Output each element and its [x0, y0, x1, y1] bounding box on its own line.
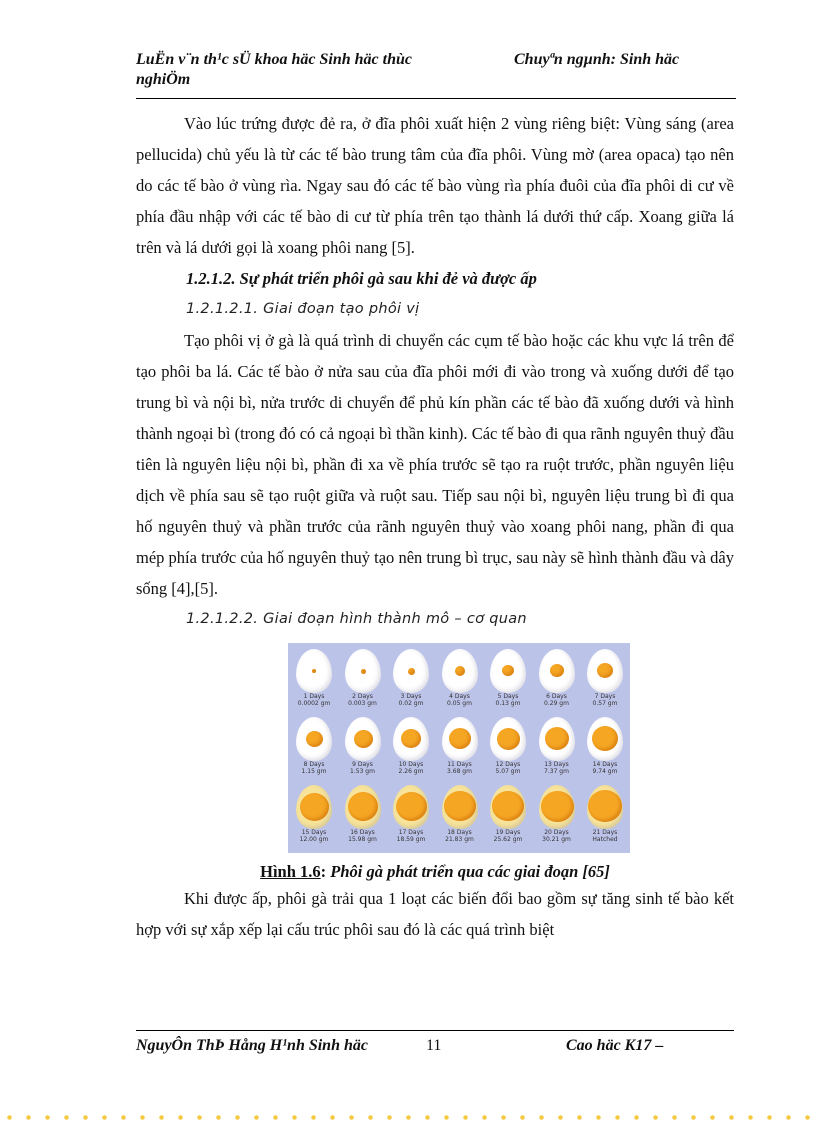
- embryo-weight: 2.26 gm: [398, 768, 424, 775]
- embryo-weight: 0.0002 gm: [297, 700, 331, 707]
- embryo-day-label: [533, 829, 581, 843]
- embryo-weight: 0.02 gm: [398, 700, 424, 707]
- embryo-shape: [312, 669, 316, 673]
- paragraph-incubation: Khi được ấp, phôi gà trải qua 1 loạt các biến đổi bao gồm sự tăng sinh tế bào kết hợp với sự xắp xếp lại cấu trúc phôi sau đó là các quá trình biệt: [136, 889, 734, 939]
- embryo-shape: [545, 727, 569, 750]
- embryo-weight: 0.13 gm: [495, 700, 521, 707]
- embryo-shape: [408, 668, 415, 675]
- embryo-weight: Hatched: [592, 836, 618, 843]
- embryo-day: 13 Days: [544, 761, 569, 768]
- embryo-day-label: [484, 829, 532, 843]
- embryo-day-label: [533, 693, 581, 707]
- embryo-day-cell: [387, 783, 435, 851]
- embryo-day: 2 Days: [352, 693, 373, 700]
- decorative-dot-border: [0, 1112, 816, 1123]
- embryo-weight: 25.62 gm: [493, 836, 523, 843]
- embryo-shape: [396, 792, 427, 821]
- embryo-day-cell: [533, 715, 581, 783]
- embryo-day: 14 Days: [592, 761, 618, 768]
- embryo-day: 5 Days: [497, 693, 519, 700]
- embryo-day-cell: [436, 715, 484, 783]
- figure-label: Hình 1.6: [260, 862, 321, 881]
- embryo-day-cell: [533, 783, 581, 851]
- embryo-day: 17 Days: [398, 829, 424, 836]
- embryo-day-label: [290, 761, 338, 775]
- embryo-day-cell: [290, 783, 338, 851]
- embryo-day-cell: [436, 647, 484, 715]
- embryo-day-label: [581, 761, 629, 775]
- embryo-day-cell: [387, 647, 435, 715]
- embryo-day: 18 Days: [447, 829, 472, 836]
- embryo-day: 9 Days: [352, 761, 373, 768]
- embryo-day: 4 Days: [449, 693, 470, 700]
- embryo-day: 7 Days: [594, 693, 616, 700]
- embryo-day-label: [387, 761, 435, 775]
- page-footer: [136, 1030, 734, 1054]
- embryo-day-label: [484, 761, 532, 775]
- embryo-shape: [541, 791, 574, 822]
- embryo-weight: 12.00 gm: [299, 836, 329, 843]
- footer-course: Cao häc K17 –: [566, 1037, 664, 1054]
- embryo-day: 6 Days: [546, 693, 567, 700]
- embryo-day-cell: [484, 647, 532, 715]
- embryo-development-figure: [288, 643, 630, 853]
- embryo-shape: [300, 793, 329, 821]
- embryo-shape: [588, 790, 622, 822]
- embryo-weight: 18.59 gm: [396, 836, 426, 843]
- embryo-shape: [550, 664, 564, 677]
- embryo-shape: [592, 726, 618, 751]
- embryo-day-label: [387, 829, 435, 843]
- footer-author: NguyÔn ThÞ Hång H¹nh Sinh häc: [136, 1037, 368, 1054]
- embryo-day-cell: [387, 715, 435, 783]
- embryo-day: 11 Days: [447, 761, 472, 768]
- embryo-day-cell: [581, 647, 629, 715]
- embryo-weight: 9.74 gm: [592, 768, 618, 775]
- embryo-weight: 0.003 gm: [348, 700, 377, 707]
- paragraph-area-pellucida: Vào lúc trứng được đẻ ra, ở đĩa phôi xuất hiện 2 vùng riêng biệt: Vùng sáng (area pellucida) chủ yếu là từ các tế bào trung tâm của đĩa phôi. Vùng mờ (area opaca) tạo nên do các tế bào ở vùng rìa. Ngay sau đó các tế bào vùng rìa phía đuôi của đĩa phôi di cư về phía đầu nhập với các tế bào di cư từ phía trên tạo thành lá dưới thứ cấp. Xoang giữa lá trên và lá dưới gọi là xoang phôi nang [5].: [136, 114, 734, 257]
- embryo-weight: 1.53 gm: [350, 768, 375, 775]
- embryo-shape: [306, 731, 323, 747]
- embryo-weight: 21.83 gm: [445, 836, 474, 843]
- embryo-day: 21 Days: [592, 829, 618, 836]
- embryo-day-cell: [339, 715, 387, 783]
- embryo-weight: 3.68 gm: [447, 768, 472, 775]
- embryo-day: 15 Days: [301, 829, 327, 836]
- embryo-weight: 0.57 gm: [592, 700, 618, 707]
- embryo-day-cell: [290, 647, 338, 715]
- embryo-day-label: [436, 829, 484, 843]
- subsection-heading-gastrulation: 1.2.1.2.1. Giai đoạn tạo phôi vị: [186, 301, 420, 317]
- page-content: [136, 108, 734, 945]
- section-heading: 1.2.1.2. Sự phát triển phôi gà sau khi đẻ và được ấp: [186, 269, 537, 288]
- embryo-day-label: [339, 693, 387, 707]
- embryo-day-cell: [436, 783, 484, 851]
- header-thesis-title: LuËn v¨n th¹c sÜ khoa häc Sinh häc thùc nghiÖm: [136, 51, 412, 88]
- caption-text: Phôi gà phát triển qua các giai đoạn [65]: [326, 862, 610, 881]
- paragraph-gastrulation: Tạo phôi vị ở gà là quá trình di chuyển các cụm tế bào hoặc các khu vực lá trên để tạo phôi ba lá. Các tế bào ở nửa sau của đĩa phôi mới đi vào trong và xuống dưới để tạo trung bì và nội bì, nửa trước di chuyển để phủ kín phần các tế bào đã xuống dưới và hình thành ngoại bì (trong đó có cả ngoại bì thần kinh). Các tế bào đi qua rãnh nguyên thuỷ đầu tiên là nguyên liệu nội bì, phần đi xa về phía trước sẽ tạo ra ruột trước, phần nguyên liệu dịch về phía sau sẽ tạo ruột giữa và ruột sau. Tiếp sau nội bì, nguyên liệu trung bì đi qua hố nguyên thuỷ và phần trước của rãnh nguyên thuỷ vào xoang phôi nang, phần đi qua mép phía trước của hố nguyên thuỷ tạo nên trung bì trục, sau này sẽ hình thành đầu và dây sống [4],[5].: [136, 331, 734, 598]
- embryo-day-label: [581, 829, 629, 843]
- embryo-shape: [497, 728, 520, 750]
- embryo-weight: 1.15 gm: [301, 768, 327, 775]
- embryo-day: 8 Days: [303, 761, 325, 768]
- embryo-day: 20 Days: [544, 829, 569, 836]
- embryo-day-label: [436, 693, 484, 707]
- embryo-shape: [361, 669, 366, 674]
- embryo-day-cell: [484, 715, 532, 783]
- embryo-day-label: [484, 693, 532, 707]
- embryo-day-label: [436, 761, 484, 775]
- embryo-day-label: [339, 829, 387, 843]
- embryo-day: 12 Days: [495, 761, 521, 768]
- embryo-day-cell: [581, 783, 629, 851]
- embryo-shape: [354, 730, 373, 748]
- page-header: [136, 50, 736, 99]
- embryo-day: 3 Days: [400, 693, 422, 700]
- embryo-day: 10 Days: [398, 761, 424, 768]
- embryo-shape: [597, 663, 613, 678]
- embryo-shape: [348, 792, 378, 821]
- embryo-weight: 0.05 gm: [447, 700, 472, 707]
- embryo-day-cell: [290, 715, 338, 783]
- embryo-shape: [502, 665, 514, 676]
- header-major: Chuyªn ngµnh: Sinh häc: [514, 51, 680, 68]
- embryo-shape: [449, 728, 471, 749]
- embryo-day-cell: [533, 647, 581, 715]
- embryo-shape: [492, 791, 524, 821]
- embryo-day: 19 Days: [495, 829, 521, 836]
- embryo-day-cell: [339, 783, 387, 851]
- subsection-heading-organogenesis: 1.2.1.2.2. Giai đoạn hình thành mô – cơ quan: [186, 611, 527, 627]
- embryo-day-cell: [581, 715, 629, 783]
- embryo-shape: [455, 666, 465, 676]
- embryo-weight: 15.98 gm: [348, 836, 377, 843]
- embryo-day-label: [290, 829, 338, 843]
- embryo-day-cell: [484, 783, 532, 851]
- embryo-weight: 0.29 gm: [544, 700, 569, 707]
- embryo-day-cell: [339, 647, 387, 715]
- embryo-day-label: [581, 693, 629, 707]
- embryo-day-label: [387, 693, 435, 707]
- embryo-weight: 7.37 gm: [544, 768, 569, 775]
- caption-separator: :: [320, 862, 327, 881]
- embryo-day: 1 Days: [303, 693, 325, 700]
- embryo-day-label: [339, 761, 387, 775]
- embryo-day-label: [533, 761, 581, 775]
- embryo-weight: 5.07 gm: [495, 768, 521, 775]
- embryo-weight: 30.21 gm: [542, 836, 571, 843]
- embryo-shape: [444, 791, 476, 821]
- page-number: 11: [426, 1037, 442, 1054]
- embryo-day: 16 Days: [350, 829, 375, 836]
- figure-caption: [136, 861, 734, 883]
- embryo-shape: [401, 729, 421, 748]
- embryo-day-label: [290, 693, 338, 707]
